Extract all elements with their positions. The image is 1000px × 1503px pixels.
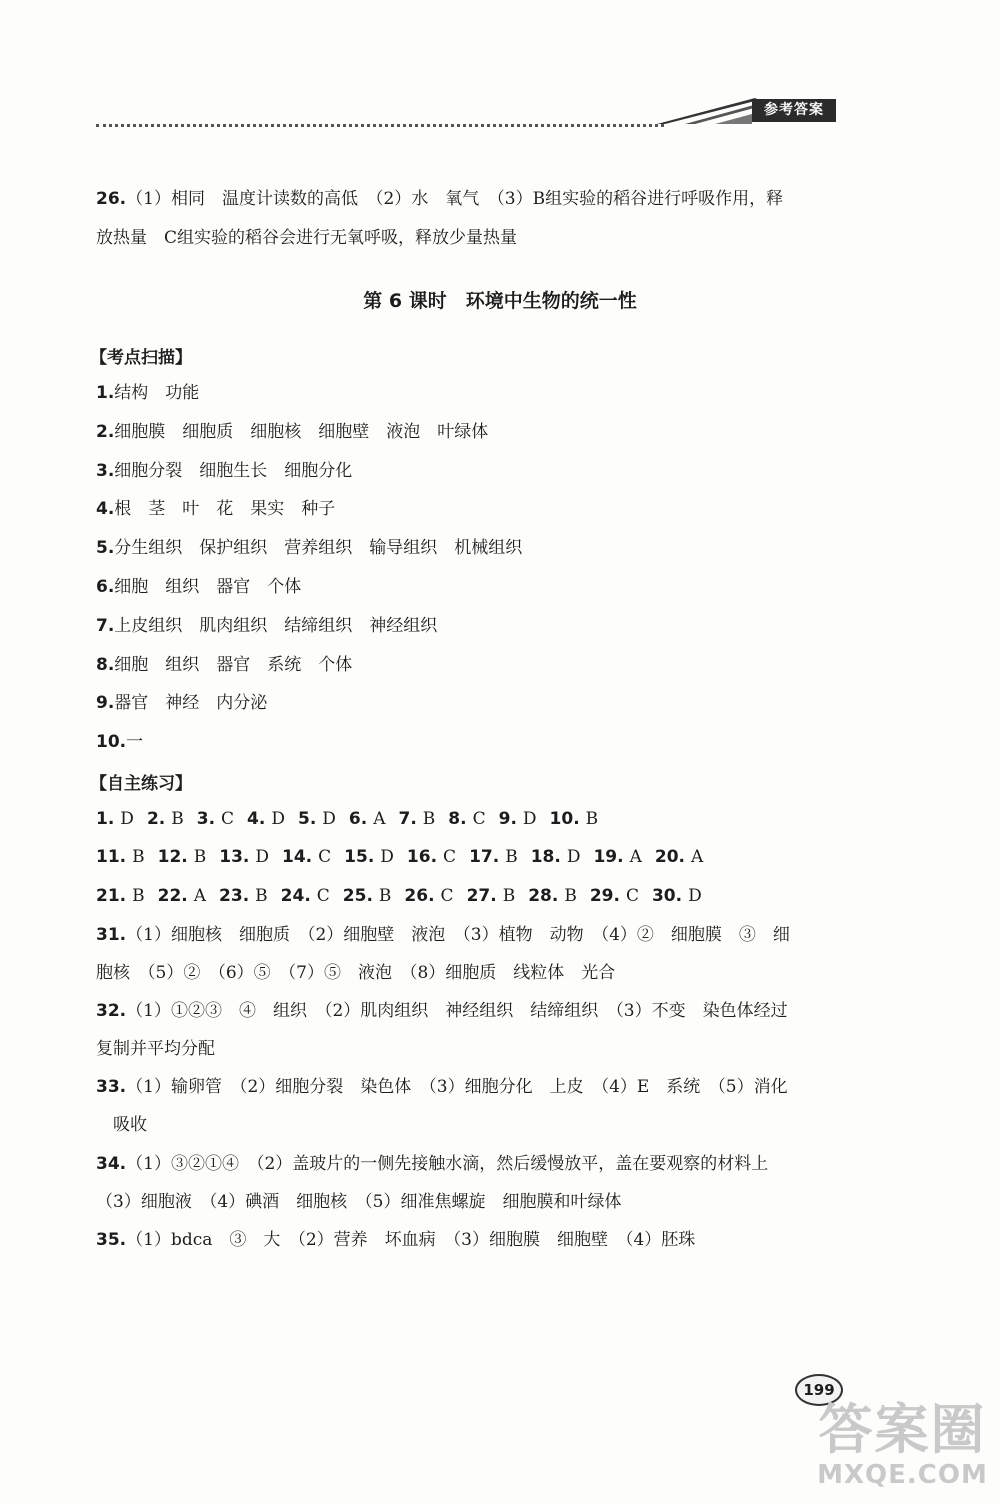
q34-number: 34. <box>96 1154 127 1174</box>
scan-item-number: 6. <box>96 577 115 597</box>
mc-answer <box>550 808 599 830</box>
mc-answer <box>96 885 145 907</box>
q33-text: （1）输卵管 （2）细胞分裂 染色体 （3）细胞分化 上皮 （4）E 系统 （5）消化 <box>126 1077 788 1097</box>
scan-item-text: 器官 神经 内分泌 <box>114 693 268 713</box>
q34-text: （1）③②①④ （2）盖玻片的一侧先接触水滴，然后缓慢放平，盖在要观察的材料上 <box>126 1154 769 1174</box>
mc-answer <box>652 885 702 907</box>
mc-answer-number: 22. <box>157 886 188 906</box>
mc-answer-letter: C <box>440 886 454 906</box>
q35-number: 35. <box>96 1230 127 1250</box>
mc-answer-number: 20. <box>654 847 685 867</box>
mc-answer-number: 24. <box>280 886 311 906</box>
mc-answer <box>467 885 516 907</box>
section-heading-scan: 【考点扫描】 <box>90 348 192 368</box>
q26-text: （1）相同 温度计读数的高低 （2）水 氧气 （3）B组实验的稻谷进行呼吸作用，释 <box>126 189 784 209</box>
mc-row <box>96 808 611 830</box>
mc-answer-letter: C <box>625 886 639 906</box>
mc-answer <box>197 808 234 830</box>
q26-number: 26. <box>96 189 127 209</box>
q35-line <box>96 1229 695 1251</box>
scan-item-text: 上皮组织 肌肉组织 结缔组织 神经组织 <box>114 616 438 636</box>
mc-answer-letter: A <box>629 847 642 867</box>
mc-answer <box>399 808 436 830</box>
mc-answer-number: 13. <box>219 847 250 867</box>
q26-line2: 放热量 C组实验的稻谷会进行无氧呼吸，释放少量热量 <box>96 228 518 248</box>
mc-answer <box>349 808 386 830</box>
q31-text: （1）细胞核 细胞质 （2）细胞壁 液泡 （3）植物 动物 （4）② 细胞膜 ③ 细 <box>126 925 790 945</box>
mc-answer-number: 25. <box>342 886 373 906</box>
mc-answer-letter: B <box>132 886 145 906</box>
mc-answer-number: 15. <box>344 847 375 867</box>
scan-item-number: 3. <box>96 461 115 481</box>
lesson-title: 第 6 课时 环境中生物的统一性 <box>363 290 637 312</box>
mc-answer <box>590 885 639 907</box>
mc-answer-number: 5. <box>297 809 317 829</box>
header-dotted-rule <box>96 124 664 127</box>
mc-row <box>96 885 715 907</box>
mc-answer-letter: D <box>688 886 702 906</box>
q34-line1 <box>96 1153 768 1175</box>
scan-item <box>96 576 301 598</box>
q32-text: （1）①②③ ④ 组织 （2）肌肉组织 神经组织 结缔组织 （3）不变 染色体经过 <box>126 1001 788 1021</box>
q32-line1 <box>96 1000 788 1022</box>
scan-item <box>96 460 352 482</box>
watermark-logo <box>805 1400 1000 1500</box>
mc-answer <box>655 846 703 868</box>
mc-answer-number: 1. <box>96 809 115 829</box>
q31-number: 31. <box>96 925 127 945</box>
mc-answer-letter: B <box>378 886 392 906</box>
mc-answer <box>158 885 206 907</box>
mc-answer <box>282 846 331 868</box>
mc-answer-number: 19. <box>593 847 624 867</box>
scan-item-text: 分生组织 保护组织 营养组织 输导组织 机械组织 <box>114 538 523 558</box>
mc-answer <box>407 846 456 868</box>
mc-answer <box>448 808 485 830</box>
mc-answer <box>343 885 392 907</box>
mc-answer-letter: A <box>373 809 386 829</box>
scan-item-number: 9. <box>96 693 115 713</box>
scan-item <box>96 654 352 676</box>
mc-answer-letter: C <box>221 809 235 829</box>
mc-answer-number: 4. <box>247 809 266 829</box>
scan-item <box>96 421 488 443</box>
mc-answer <box>531 846 581 868</box>
mc-answer-number: 27. <box>466 886 497 906</box>
mc-answer <box>528 885 577 907</box>
mc-answer-letter: D <box>120 809 134 829</box>
scan-item-number: 5. <box>96 538 115 558</box>
scan-item-text: 细胞 组织 器官 系统 个体 <box>114 655 353 675</box>
mc-answer-number: 12. <box>157 847 188 867</box>
scan-item <box>96 498 335 520</box>
mc-answer-letter: B <box>171 809 184 829</box>
mc-answer <box>499 808 537 830</box>
mc-answer-letter: B <box>422 809 436 829</box>
mc-answer-number: 29. <box>589 886 620 906</box>
mc-answer-number: 16. <box>406 847 438 867</box>
scan-item-number: 7. <box>96 616 115 636</box>
mc-answer-letter: B <box>585 809 599 829</box>
mc-answer-letter: B <box>564 886 577 906</box>
q33-line1 <box>96 1076 788 1098</box>
mc-answer <box>158 846 207 868</box>
mc-answer-letter: B <box>502 886 516 906</box>
scan-item-text: 一 <box>126 732 144 752</box>
mc-answer-letter: D <box>566 847 581 867</box>
mc-answer-number: 3. <box>196 809 216 829</box>
scan-item-number: 4. <box>96 499 115 519</box>
mc-answer-number: 26. <box>404 886 435 906</box>
q33-line2: 吸收 <box>113 1115 147 1135</box>
mc-answer <box>344 846 394 868</box>
mc-answer-number: 28. <box>528 886 559 906</box>
mc-answer-letter: B <box>132 847 145 867</box>
mc-answer-number: 11. <box>96 847 127 867</box>
mc-answer-number: 6. <box>348 809 368 829</box>
mc-answer-letter: D <box>255 847 270 867</box>
watermark-domain: MXQE.COM <box>817 1460 988 1490</box>
q34-line2: （3）细胞液 （4）碘酒 细胞核 （5）细准焦螺旋 细胞膜和叶绿体 <box>96 1192 622 1212</box>
mc-answer-letter: D <box>271 809 285 829</box>
mc-answer <box>281 885 330 907</box>
mc-answer-number: 9. <box>498 809 517 829</box>
watermark-title: 答案圈 <box>818 1398 987 1461</box>
mc-answer-letter: B <box>255 886 268 906</box>
scan-item <box>96 731 143 753</box>
mc-answer-letter: C <box>443 847 457 867</box>
scan-item-number: 10. <box>96 732 127 752</box>
mc-answer-letter: C <box>316 886 330 906</box>
mc-answer-number: 7. <box>398 809 417 829</box>
scan-item-text: 结构 功能 <box>114 383 200 403</box>
mc-answer-number: 14. <box>282 847 313 867</box>
scan-item-text: 细胞膜 细胞质 细胞核 细胞壁 液泡 叶绿体 <box>114 422 489 442</box>
mc-answer <box>96 846 145 868</box>
q33-number: 33. <box>96 1077 127 1097</box>
scan-item <box>96 382 199 404</box>
mc-answer <box>469 846 518 868</box>
mc-answer <box>298 808 336 830</box>
mc-answer-number: 17. <box>469 847 500 867</box>
q26-line1 <box>96 188 783 210</box>
scan-item-text: 细胞分裂 细胞生长 细胞分化 <box>114 461 353 481</box>
mc-answer-letter: C <box>472 809 486 829</box>
mc-answer <box>404 885 453 907</box>
scan-item <box>96 615 437 637</box>
q35-text: （1）bdca ③ 大 （2）营养 坏血病 （3）细胞膜 细胞壁 （4）胚珠 <box>126 1230 696 1250</box>
q31-line2: 胞核 （5）② （6）⑤ （7）⑤ 液泡 （8）细胞质 线粒体 光合 <box>96 963 616 983</box>
scan-item-number: 8. <box>96 655 115 675</box>
mc-answer-letter: D <box>322 809 336 829</box>
mc-answer-number: 30. <box>651 886 683 906</box>
mc-answer-number: 23. <box>219 886 250 906</box>
q32-number: 32. <box>96 1001 127 1021</box>
header-answer-tag: 参考答案 <box>752 99 836 122</box>
mc-answer-number: 2. <box>146 809 166 829</box>
mc-answer-number: 18. <box>530 847 561 867</box>
mc-answer-letter: D <box>522 809 537 829</box>
scan-item-text: 根 茎 叶 花 果实 种子 <box>114 499 336 519</box>
mc-answer-number: 8. <box>448 809 467 829</box>
mc-answer-letter: D <box>380 847 394 867</box>
q31-line1 <box>96 924 790 946</box>
mc-answer-letter: B <box>193 847 207 867</box>
mc-answer <box>593 846 641 868</box>
mc-answer-letter: A <box>690 847 704 867</box>
mc-answer-number: 21. <box>96 886 127 906</box>
mc-answer-number: 10. <box>549 809 580 829</box>
scan-item-number: 2. <box>96 422 115 442</box>
page-number-badge: 199 <box>795 1374 843 1406</box>
mc-answer <box>96 808 134 830</box>
mc-answer <box>219 846 269 868</box>
mc-answer-letter: A <box>193 886 207 906</box>
mc-answer <box>147 808 184 830</box>
mc-answer <box>219 885 268 907</box>
scan-item <box>96 537 522 559</box>
section-heading-practice: 【自主练习】 <box>90 774 192 794</box>
q32-line2: 复制并平均分配 <box>96 1039 215 1059</box>
scan-item-text: 细胞 组织 器官 个体 <box>114 577 302 597</box>
mc-answer-letter: B <box>505 847 518 867</box>
scan-item <box>96 692 267 714</box>
mc-answer-letter: C <box>318 847 332 867</box>
mc-answer <box>247 808 285 830</box>
scan-item-number: 1. <box>96 383 115 403</box>
mc-row <box>96 846 716 868</box>
